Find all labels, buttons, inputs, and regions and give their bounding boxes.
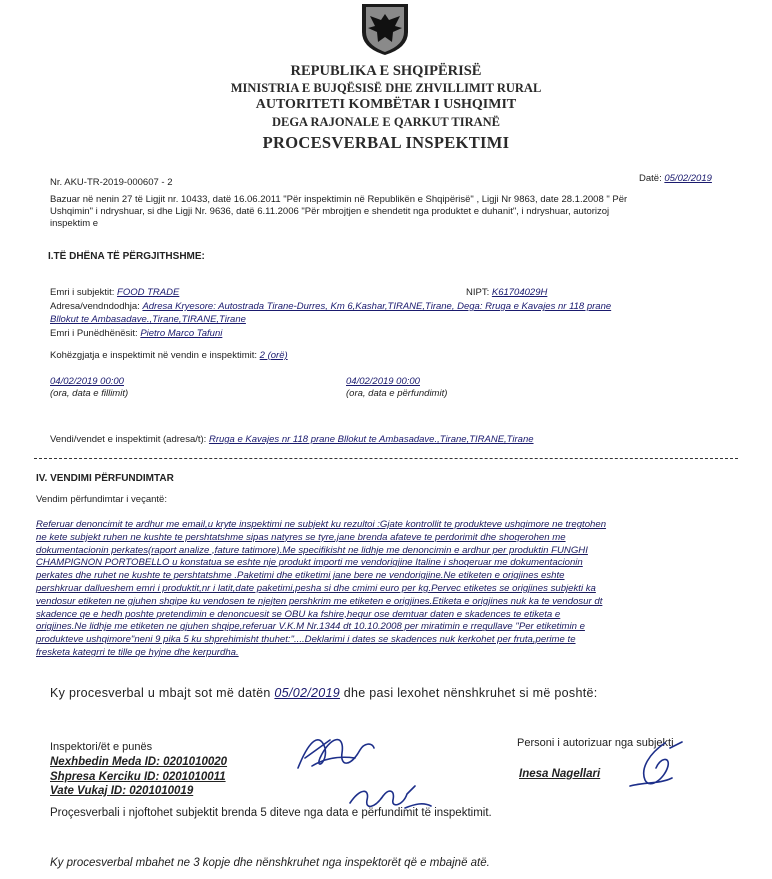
document-number: Nr. AKU-TR-2019-000607 - 2	[50, 177, 173, 188]
header-authority: AUTORITETI KOMBËTAR I USHQIMIT	[255, 97, 517, 112]
held-date: 05/02/2019	[274, 686, 340, 700]
employer-value: Pietro Marco Tafuni	[140, 328, 223, 339]
nipt-label: NIPT:	[466, 287, 490, 298]
legal-basis	[50, 194, 740, 231]
decision-line: CHAMPIGNON PORTOBELLO u konstatua se eshte nje produkt importi me vendorigjine Italine i shoqeruar me dokumentacionin	[36, 557, 583, 569]
section-divider	[34, 458, 738, 459]
document-date: 05/02/2019	[664, 173, 712, 184]
decision-line: perkates dhe ruhet ne kushte te pershtatshme .Paketimi dhe etiketimi jane bere ne vendorigjine.Ne etiketen e origjines eshte	[36, 570, 565, 582]
header-branch: DEGA RAJONALE E QARKUT TIRANË	[271, 115, 501, 129]
decision-line: fresketa kategrri te tille qe hyjne dhe kerpurdha.	[36, 646, 239, 658]
legal-basis-line: Bazuar në nenin 27 të Ligjit nr. 10433, datë 16.06.2011 "Për inspektimin në Republikën e Shqipërisë" , Ligji Nr 9863, date 28.1.2008 " Për	[50, 194, 628, 205]
address-label: Adresa/vendndodhja:	[50, 301, 140, 312]
start-caption: (ora, data e fillimit)	[50, 388, 129, 400]
notification-text: Proçesverbali i njoftohet subjektit brenda 5 diteve nga data e përfundimit të inspektimit.	[50, 807, 492, 819]
decision-line: vendosur etiketen ne gjuhen shqipe ku vendosen te njejten pershkrim me etiketen e origjines.Etiketa e origjines nuk ka te vendosur dt	[36, 595, 603, 607]
legal-basis-line: inspektim e	[50, 218, 99, 230]
header-republic: REPUBLIKA E SHQIPËRISË	[290, 63, 482, 79]
inspectors-label: Inspektori/ët e punës	[50, 741, 153, 753]
authorized-signature	[610, 738, 700, 798]
inspector-name: Shpresa Kerciku ID: 0201010011	[50, 770, 226, 783]
legal-basis-line: Ushqimin" i ndryshuar, si dhe Ligji Nr. 9636, datë 6.11.2006 "Për mbrojtjen e shendetit nga produktet e duhanit", i ndryshuar, autorizoj	[50, 206, 610, 218]
subject-label: Emri i subjektit:	[50, 287, 115, 298]
decision-line: pershkruar dallueshem emri i produktit,nr i latit,date paketimi,pesha si dhe cmimi euro per kg.Pervec etiketes se origjines subjekti ka	[36, 582, 596, 594]
decision-line: skadence qe e hedh poshte pretendimin e denoncuesit se OBU ka fshire,hequr ose demtuar daten e skadences te etiketa e	[36, 608, 561, 620]
employer-label: Emri i Punëdhënësit:	[50, 328, 138, 339]
authorized-label: Personi i autorizuar nga subjekti	[517, 737, 674, 749]
inspector-signature-1	[290, 728, 380, 783]
authorized-name: Inesa Nagellari	[519, 768, 601, 780]
place-value: Rruga e Kavajes nr 118 prane Bllokut te Ambasadave.,Tirane,TIRANE,Tirane	[208, 434, 534, 445]
address-value-1: Adresa Kryesore: Autostrada Tirane-Durres, Km 6,Kashar,TIRANE,Tirane, Dega: Rruga e Kavajes nr 118 prane	[142, 301, 612, 312]
section-general-heading: I.TË DHËNA TË PËRGJITHSHME:	[48, 251, 205, 262]
albanian-eagle-emblem-icon	[356, 2, 414, 56]
end-caption: (ora, data e përfundimit)	[346, 388, 448, 400]
held-text-post: dhe pasi lexohet nënshkruhet si më poshtë:	[343, 686, 598, 700]
date-label: Datë:	[639, 173, 662, 184]
subject-value: FOOD TRADE	[117, 287, 180, 298]
inspector-name: Nexhbedin Meda ID: 0201010020	[50, 756, 228, 768]
decision-line: produkteve ushqimore"neni 9 pika 5 ku shprehimisht thuhet:"....Deklarimi i dates se skadences nuk kerkohet per fruta,perime te	[36, 634, 576, 646]
address-value-2: Bllokut te Ambasadave.,Tirane,TIRANE,Tirane	[50, 314, 246, 325]
header-ministry: MINISTRIA E BUJQËSISË DHE ZHVILLIMIT RURAL	[230, 81, 542, 95]
duration-value: 2 (orë)	[259, 350, 288, 361]
decision-text	[36, 519, 736, 660]
duration-label: Kohëzgjatja e inspektimit në vendin e inspektimit:	[50, 350, 258, 361]
start-datetime: 04/02/2019 00:00	[50, 376, 124, 387]
decision-line: dokumentacionin perkates(raport analize ,fature tatimore).Me specifikisht ne lidhje me denoncimin e ardhur per produktin FUNGHI	[36, 544, 588, 556]
place-label: Vendi/vendet e inspektimit (adresa/t):	[50, 434, 207, 445]
decision-line: Referuar denoncimit te ardhur me email,u kryte inspektimi ne subjekt ku rezultoi :Gjate kontrollit te produkteve ushqimore ne tregtohen	[36, 519, 607, 530]
held-text-pre: Ky procesverbal u mbajt sot më datën	[50, 686, 271, 700]
copies-text: Ky procesverbal mbahet ne 3 kopje dhe nënshkruhet nga inspektorët që e mbajnë atë.	[50, 857, 490, 869]
decision-line: origjines.Ne lidhje me etiketen ne gjuhen shqipe,referuar V.K.M Nr.1344 dt 10.10.2008 per miratimin e rregullave "Per etiketimin e	[36, 621, 585, 633]
inspectors-list	[50, 755, 227, 799]
end-datetime: 04/02/2019 00:00	[346, 376, 420, 387]
decision-line: ne kete subjekt ruhen ne kushte te pershtatshme sipas natyres se tyre,jane brenda afateve te perdorimit dhe shoqerohen me	[36, 531, 566, 543]
nipt-value: K61704029H	[491, 287, 548, 298]
section-decision-heading: IV. VENDIMI PËRFUNDIMTAR	[36, 473, 174, 484]
decision-subheading: Vendim përfundimtar i veçantë:	[36, 494, 167, 505]
inspector-name: Vate Vukaj ID: 0201010019	[50, 785, 194, 797]
document-title: PROCESVERBAL INSPEKTIMI	[262, 133, 510, 152]
